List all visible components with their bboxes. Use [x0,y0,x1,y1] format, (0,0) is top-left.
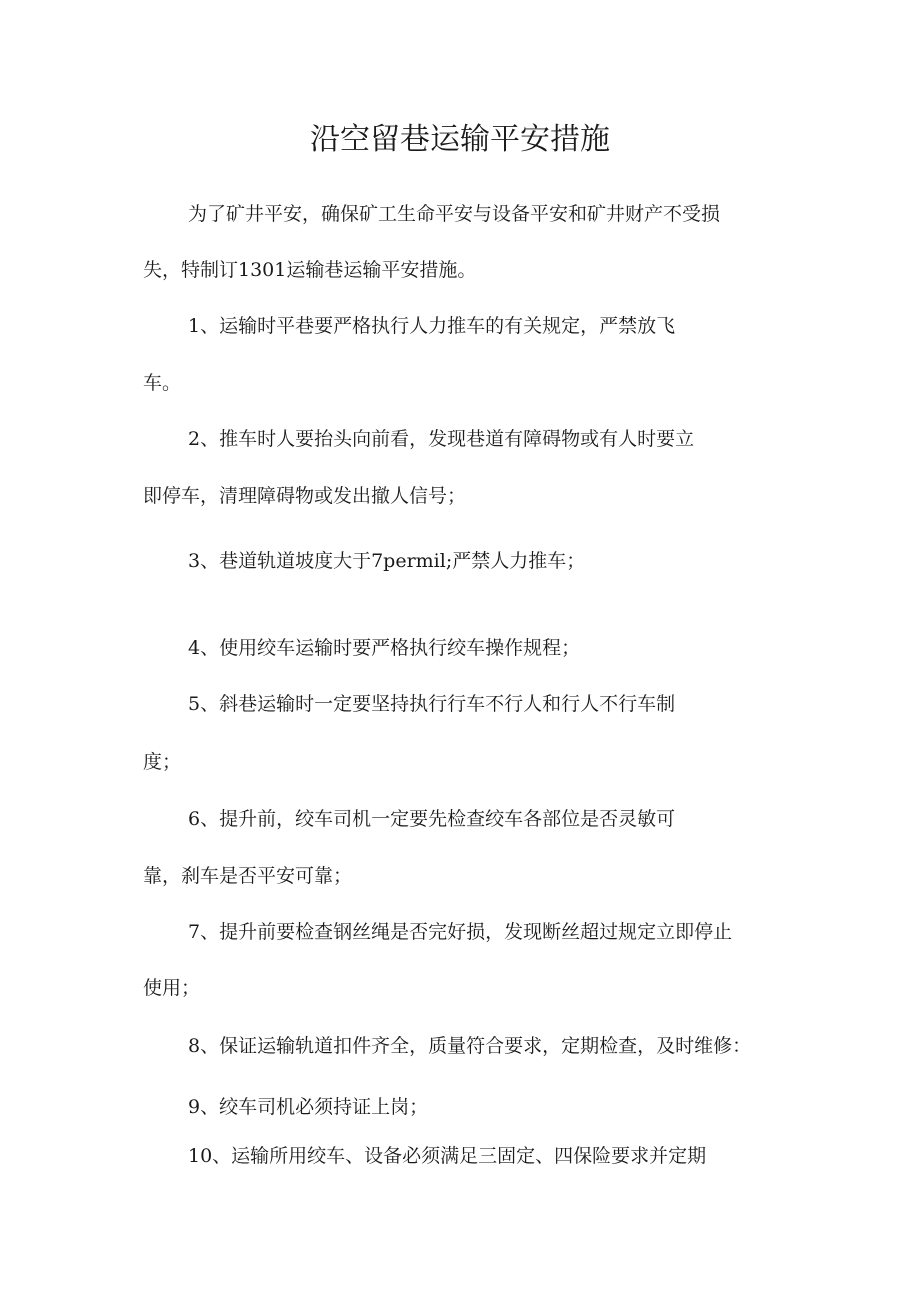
paragraph-line: 10、运输所用绞车、设备必须满足三固定、四保险要求并定期 [188,1145,707,1167]
paragraph-line: 为了矿井平安，确保矿工生命平安与设备平安和矿井财产不受损 [188,203,721,225]
paragraph-line: 2、推车时人要抬头向前看，发现巷道有障碍物或有人时要立 [188,428,695,450]
document-title: 沿空留巷运输平安措施 [310,122,610,157]
paragraph-line: 8、保证运输轨道扣件齐全，质量符合要求，定期检查，及时维修： [188,1035,752,1057]
paragraph-line: 3、巷道轨道坡度大于7permil;严禁人力推车； [188,550,586,572]
paragraph-line: 9、绞车司机必须持证上岗； [188,1096,429,1118]
paragraph-line: 5、斜巷运输时一定要坚持执行行车不行人和行人不行车制 [188,693,676,715]
paragraph-line: 度； [143,751,182,773]
paragraph-line: 使用； [143,977,201,999]
paragraph-line: 7、提升前要检查钢丝绳是否完好损，发现断丝超过规定立即停止 [188,921,733,943]
paragraph-line: 靠，刹车是否平安可靠； [143,865,353,887]
paragraph-line: 车。 [143,372,182,394]
paragraph-line: 失，特制订1301运输巷运输平安措施。 [143,259,477,281]
paragraph-line: 即停车，清理障碍物或发出撤人信号； [143,485,467,507]
paragraph-line: 6、提升前，绞车司机一定要先检查绞车各部位是否灵敏可 [188,808,676,830]
paragraph-line: 4、使用绞车运输时要严格执行绞车操作规程； [188,637,581,659]
paragraph-line: 1、运输时平巷要严格执行人力推车的有关规定，严禁放飞 [188,315,676,337]
